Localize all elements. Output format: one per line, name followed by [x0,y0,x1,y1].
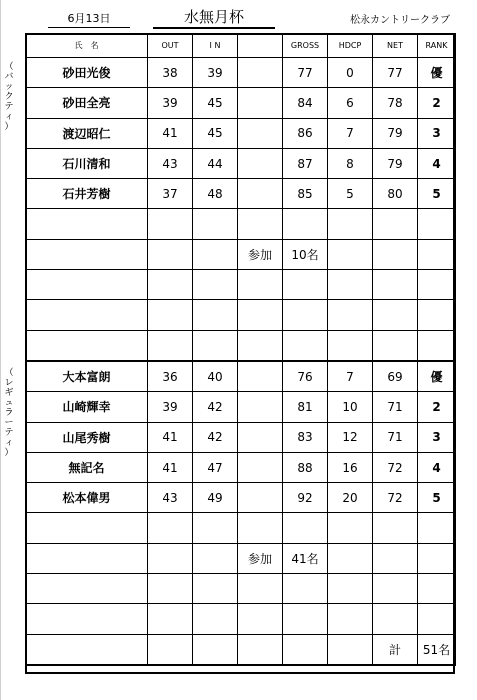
player-name: 大本富朗 [26,361,148,392]
hdcp-value: 5 [328,179,373,209]
net-score: 72 [373,452,418,482]
participation-label: 参加 [238,239,283,269]
net-score: 77 [373,58,418,88]
participation-count: 10名 [283,239,328,269]
table-row [26,88,456,118]
empty-row [26,604,456,634]
blank-cell [238,88,283,118]
out-score: 41 [148,452,193,482]
club-name: 松永カントリークラブ [350,15,450,26]
blank-cell [238,148,283,178]
participation-row [26,239,456,269]
blank-cell [238,483,283,513]
net-score: 79 [373,148,418,178]
gross-score: 77 [283,58,328,88]
empty-row [26,513,456,543]
player-name: 石川清和 [26,148,148,178]
out-score: 43 [148,148,193,178]
player-name: 砂田全亮 [26,88,148,118]
gross-score: 88 [283,452,328,482]
gross-score: 87 [283,148,328,178]
player-name: 砂田光俊 [26,58,148,88]
in-score: 45 [193,118,238,148]
total-count: 51名 [418,634,456,665]
in-score: 48 [193,179,238,209]
blank-cell [238,58,283,88]
out-score: 43 [148,483,193,513]
net-score: 71 [373,422,418,452]
regular-tee-label: （ レ ギ ュ ラ ー テ ィ ） [4,368,14,458]
col-header-blank [238,34,283,58]
hdcp-value: 20 [328,483,373,513]
rank-value: 3 [418,118,456,148]
table-row [26,483,456,513]
blank-cell [238,118,283,148]
rank-value: 5 [418,179,456,209]
hdcp-value: 0 [328,58,373,88]
table-row [26,452,456,482]
table-row [26,179,456,209]
event-date: 6月13日 [48,10,130,28]
rank-value: 5 [418,483,456,513]
gross-score: 85 [283,179,328,209]
player-name: 山崎輝幸 [26,392,148,422]
in-score: 42 [193,422,238,452]
rank-value: 2 [418,88,456,118]
col-header-name: 氏 名 [26,34,148,58]
in-score: 42 [193,392,238,422]
back-tee-label: （ バ ッ ク テ ィ ） [4,62,14,132]
in-score: 49 [193,483,238,513]
results-table [25,33,456,666]
col-header-hdcp: HDCP [328,34,373,58]
rank-value: 優 [418,361,456,392]
gross-score: 81 [283,392,328,422]
rank-value: 優 [418,58,456,88]
empty-row [26,209,456,239]
hdcp-value: 6 [328,88,373,118]
net-score: 71 [373,392,418,422]
col-header-rank: RANK [418,34,456,58]
rank-value: 3 [418,422,456,452]
hdcp-value: 7 [328,361,373,392]
hdcp-value: 7 [328,118,373,148]
out-score: 36 [148,361,193,392]
table-row [26,422,456,452]
net-score: 72 [373,483,418,513]
rank-value: 2 [418,392,456,422]
left-border [0,0,1,700]
table-header-row [26,34,456,58]
total-row [26,634,456,665]
participation-count: 41名 [283,543,328,573]
out-score: 41 [148,118,193,148]
in-score: 39 [193,58,238,88]
player-name: 石井芳樹 [26,179,148,209]
event-title: 水無月杯 [153,6,275,29]
out-score: 41 [148,422,193,452]
player-name: 山尾秀樹 [26,422,148,452]
col-header-in: I N [193,34,238,58]
out-score: 39 [148,88,193,118]
hdcp-value: 12 [328,422,373,452]
rank-value: 4 [418,148,456,178]
total-label: 計 [373,634,418,665]
in-score: 40 [193,361,238,392]
blank-cell [238,452,283,482]
blank-cell [238,179,283,209]
gross-score: 76 [283,361,328,392]
in-score: 47 [193,452,238,482]
in-score: 45 [193,88,238,118]
empty-row [26,330,456,361]
gross-score: 83 [283,422,328,452]
gross-score: 92 [283,483,328,513]
table-row [26,361,456,392]
rank-value: 4 [418,452,456,482]
empty-row [26,270,456,300]
table-row [26,118,456,148]
player-name: 松本偉男 [26,483,148,513]
hdcp-value: 16 [328,452,373,482]
blank-cell [238,361,283,392]
empty-row [26,574,456,604]
player-name: 無記名 [26,452,148,482]
out-score: 39 [148,392,193,422]
blank-cell [238,392,283,422]
col-header-out: OUT [148,34,193,58]
empty-row [26,300,456,330]
table-row [26,392,456,422]
out-score: 38 [148,58,193,88]
net-score: 78 [373,88,418,118]
net-score: 80 [373,179,418,209]
participation-label: 参加 [238,543,283,573]
player-name: 渡辺昭仁 [26,118,148,148]
participation-row [26,543,456,573]
table-row [26,148,456,178]
gross-score: 86 [283,118,328,148]
in-score: 44 [193,148,238,178]
col-header-net: NET [373,34,418,58]
blank-cell [238,422,283,452]
hdcp-value: 10 [328,392,373,422]
net-score: 69 [373,361,418,392]
gross-score: 84 [283,88,328,118]
hdcp-value: 8 [328,148,373,178]
net-score: 79 [373,118,418,148]
table-row [26,58,456,88]
out-score: 37 [148,179,193,209]
col-header-gross: GROSS [283,34,328,58]
